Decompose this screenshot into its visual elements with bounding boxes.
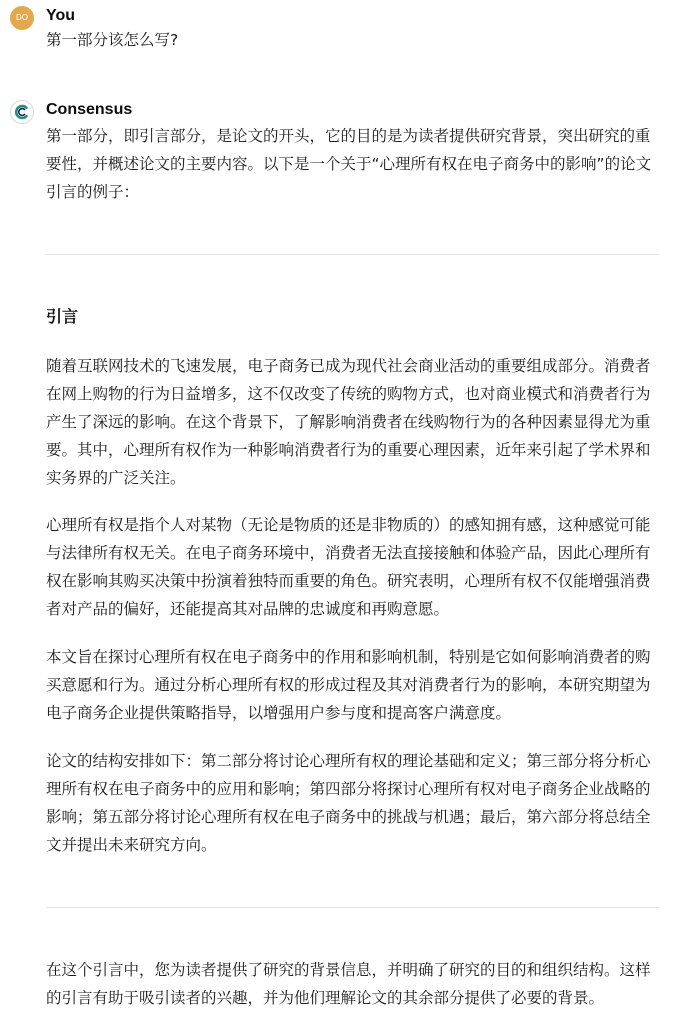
paragraph-3: 本文旨在探讨心理所有权在电子商务中的作用和影响机制，特别是它如何影响消费者的购买意愿和行为。通过分析心理所有权的形成过程及其对消费者行为的影响，本研究期望为电子商务企业提供策略指导，以增强用户参与度和提高客户满意度。 — [46, 648, 651, 722]
paragraph-4: 论文的结构安排如下：第二部分将讨论心理所有权的理论基础和定义；第三部分将分析心理所有权在电子商务中的应用和影响；第四部分将探讨心理所有权对电子商务企业战略的影响；第五部分将讨论心理所有权在电子商务中的挑战与机遇；最后，第六部分将总结全文并提出未来研究方向。 — [46, 752, 651, 854]
consensus-logo-icon — [11, 101, 33, 123]
assistant-intro-text: 第一部分，即引言部分，是论文的开头，它的目的是为读者提供研究背景，突出研究的重要性，并概述论文的主要内容。以下是一个关于“心理所有权在电子商务中的影响”的论文引言的例子： — [46, 127, 652, 201]
user-author-name: You — [46, 7, 76, 24]
assistant-avatar — [10, 100, 34, 124]
assistant-closing-text: 在这个引言中，您为读者提供了研究的背景信息，并明确了研究的目的和组织结构。这样的引言有助于吸引读者的兴趣，并为他们理解论文的其余部分提供了必要的背景。 — [46, 961, 651, 1007]
paragraph-2: 心理所有权是指个人对某物（无论是物质的还是非物质的）的感知拥有感，这种感觉可能与法律所有权无关。在电子商务环境中，消费者无法直接接触和体验产品，因此心理所有权在影响其购买决策中扮演着独特而重要的角色。研究表明，心理所有权不仅能增强消费者对产品的偏好，还能提高其对品牌的忠诚度和再购意愿。 — [46, 516, 651, 618]
assistant-author-name: Consensus — [46, 101, 133, 118]
paragraph-1: 随着互联网技术的飞速发展，电子商务已成为现代社会商业活动的重要组成部分。消费者在网上购物的行为日益增多，这不仅改变了传统的购物方式，也对商业模式和消费者行为产生了深远的影响。在这个背景下，了解影响消费者在线购物行为的各种因素显得尤为重要。其中，心理所有权作为一种影响消费者行为的重要心理因素，近年来引起了学术界和实务界的广泛关注。 — [46, 357, 651, 487]
user-message-text: 第一部分该怎么写? — [46, 31, 179, 49]
divider-bottom — [46, 907, 659, 908]
user-avatar-initials: DO — [16, 13, 28, 22]
divider-top — [46, 254, 659, 255]
section-heading: 引言 — [46, 307, 79, 326]
